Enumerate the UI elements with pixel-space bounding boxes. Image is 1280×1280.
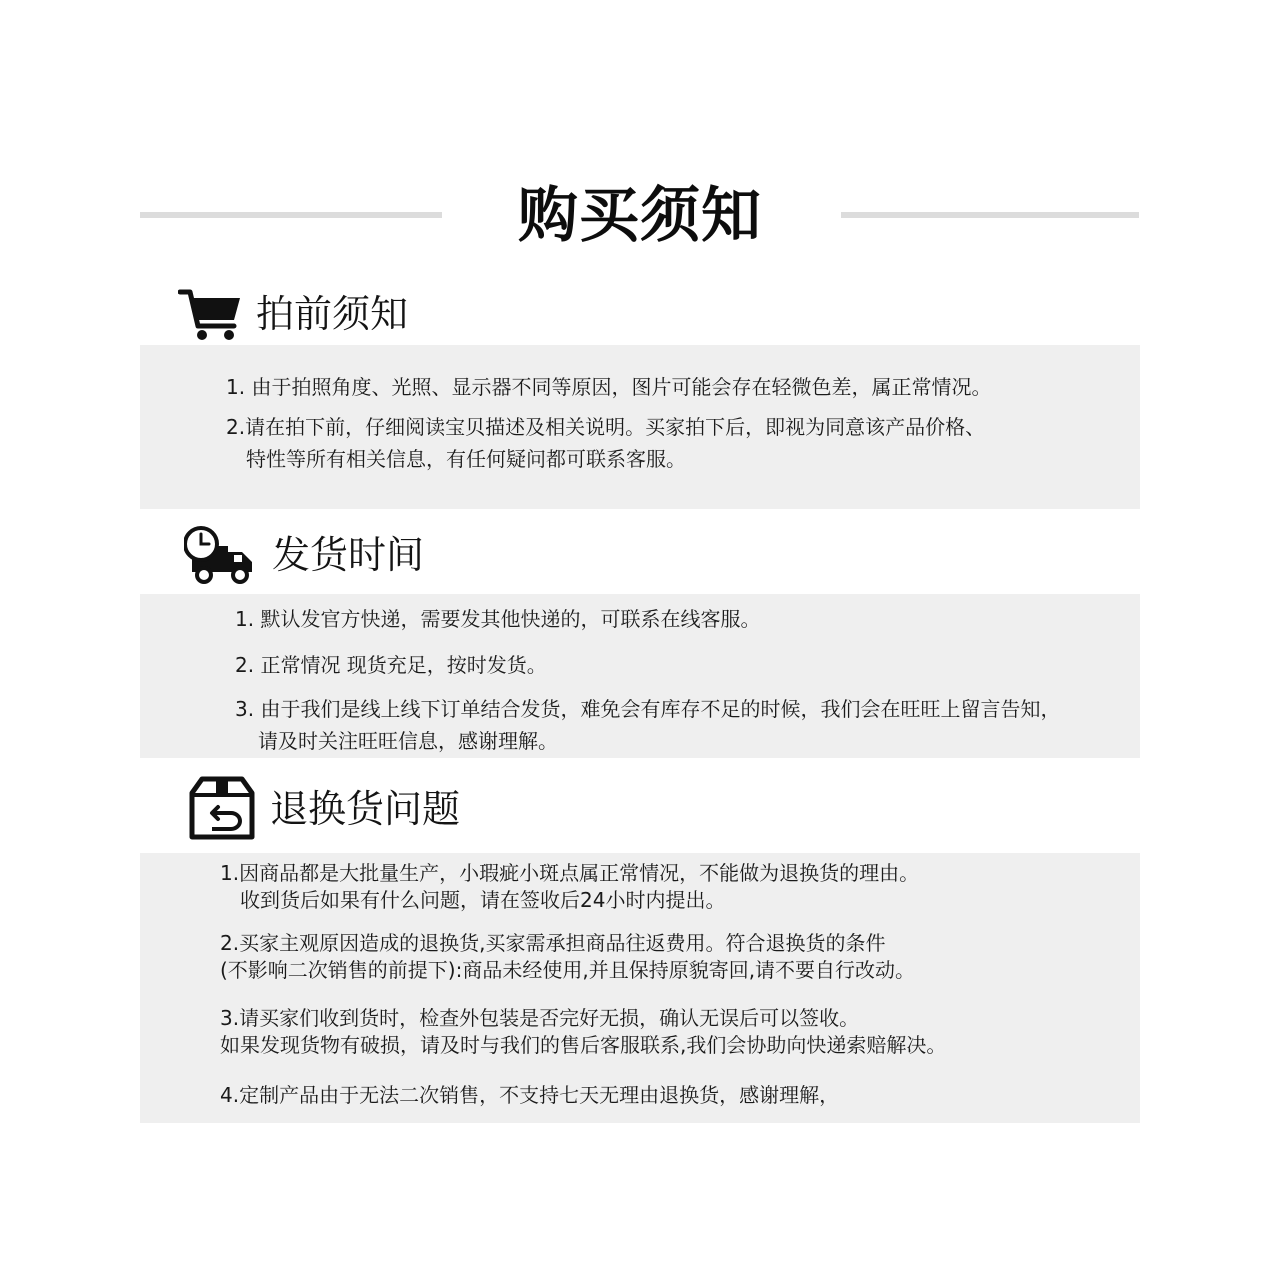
notice-line: (不影响二次销售的前提下):商品未经使用,并且保持原貌寄回,请不要自行改动。 xyxy=(220,958,916,982)
notice-line: 3.请买家们收到货时，检查外包装是否完好无损，确认无误后可以签收。 xyxy=(220,1006,860,1030)
section-title: 发货时间 xyxy=(272,533,425,577)
notice-line: 2.请在拍下前，仔细阅读宝贝描述及相关说明。买家拍下后，即视为同意该产品价格、 xyxy=(226,415,986,439)
delivery-truck-clock-icon xyxy=(184,526,258,584)
notice-line: 4.定制产品由于无法二次销售，不支持七天无理由退换货，感谢理解， xyxy=(220,1083,840,1107)
section-header-before-purchase xyxy=(178,286,408,342)
section-panel-returns xyxy=(140,853,1140,1123)
notice-line: 收到货后如果有什么问题，请在签收后24小时内提出。 xyxy=(240,888,726,912)
notice-line: 特性等所有相关信息，有任何疑问都可联系客服。 xyxy=(246,447,686,471)
section-panel-shipping xyxy=(140,594,1140,758)
section-panel-before-purchase xyxy=(140,345,1140,509)
section-title: 退换货问题 xyxy=(270,787,461,831)
section-header-shipping xyxy=(184,526,424,584)
return-box-icon xyxy=(188,776,256,842)
title-rule-left xyxy=(140,212,442,218)
notice-line: 3. 由于我们是线上线下订单结合发货，难免会有库存不足的时候，我们会在旺旺上留言告知， xyxy=(235,697,1061,721)
page-title: 购买须知 xyxy=(518,181,762,251)
shopping-cart-icon xyxy=(178,286,242,342)
title-rule-right xyxy=(841,212,1139,218)
notice-line: 2. 正常情况 现货充足，按时发货。 xyxy=(235,653,547,677)
notice-line: 1. 由于拍照角度、光照、显示器不同等原因，图片可能会存在轻微色差，属正常情况。 xyxy=(226,375,992,399)
notice-line: 如果发现货物有破损，请及时与我们的售后客服联系,我们会协助向快递索赔解决。 xyxy=(220,1033,947,1057)
notice-line: 2.买家主观原因造成的退换货,买家需承担商品往返费用。符合退换货的条件 xyxy=(220,931,886,955)
notice-line: 1. 默认发官方快递，需要发其他快递的，可联系在线客服。 xyxy=(235,607,761,631)
notice-line: 请及时关注旺旺信息，感谢理解。 xyxy=(258,729,558,753)
notice-line: 1.因商品都是大批量生产，小瑕疵小斑点属正常情况，不能做为退换货的理由。 xyxy=(220,861,920,885)
section-header-returns xyxy=(188,776,460,842)
section-title: 拍前须知 xyxy=(256,292,409,336)
